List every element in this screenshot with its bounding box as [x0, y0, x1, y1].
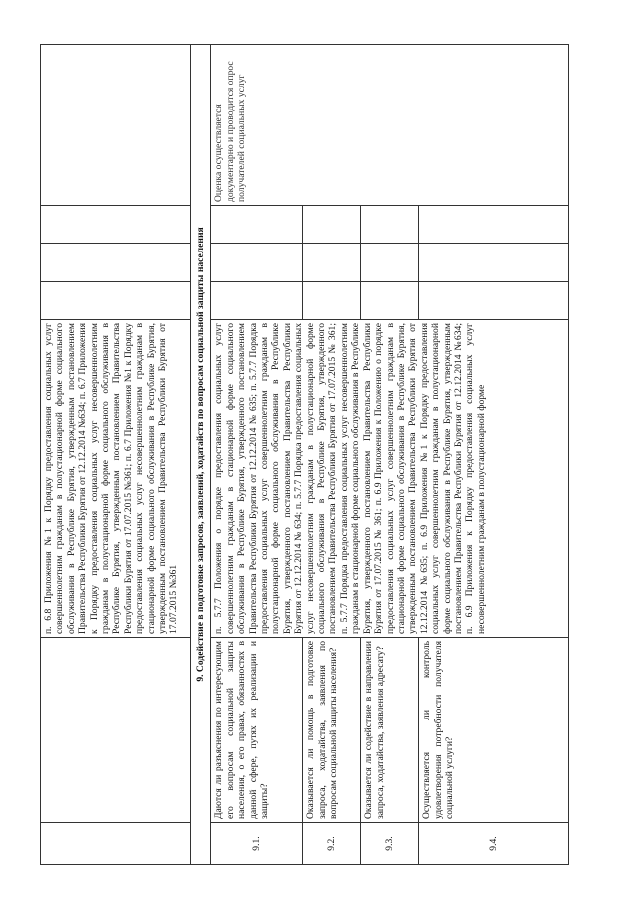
question-text: Даются ли разъяснения по интересующим его вопросам социальной защиты населения, о его правах, обязанностях в данной сфере, путях их реализации и защиты?: [211, 638, 303, 823]
answer-no-cell: [303, 244, 361, 282]
question-text: Оказывается ли содействие в направлении запроса, ходатайства, заявления адресату?: [361, 638, 419, 823]
row-number: 9.1.: [211, 823, 303, 865]
answer-na-cell: [419, 206, 569, 244]
references-text: п. 5.7.7 Положения о порядке предоставления социальных услуг совершеннолетним гражданам в стационарной форме социального обслуживания в Республике Бурятия, утвержденного постановлением Правительства Республики Бурятия от 12.12.2014 № 635; п. 5.7.7 Порядка предоставления социальных услуг совершеннолетним гражданам в полустационарной форме социального обслуживания в Республике Бурятия, утвержденного постановлением Правительства Республики Бурятия от 12.12.2014 № 634; п. 5.7.7 Порядка предоставления социальных услуг несовершеннолетним гражданам в полустационарной форме социального обслуживания в Республике Бурятия, утвержденного постановлением Правительства Республики Бурятия от 17.07.2015 № 361; п. 5.7.7 Порядка предоставления социальных услуг несовершеннолетним гражданам в стационарной форме социального обслуживания в Республике Бурятия, утвержденного постановлением Правительства Республики Бурятия от 17.07.2015 № 361; п. 6.9 Приложения к Положению о порядке предоставления социальных услуг совершеннолетним гражданам в стационарной форме социального обслуживания в Республике Бурятия, утвержденным постановлением Правительства Республики Бурятия от 12.12.2014 №635; п. 6.9 Приложения №1 к Порядку предоставления социальных услуг совершеннолетним гражданам в полустационарной форме социального обслуживания в Республике Бурятия, утвержденным постановлением Правительства Республики Бурятия от 12.12.2014 №634; п. 6.9 Приложения к Порядку предоставления социальных услуг несовершеннолетним гражданам в полустационарной форме: [211, 320, 569, 638]
answer-yes-cell: [41, 282, 191, 320]
answer-yes-cell: [211, 282, 303, 320]
answer-na-cell: [41, 206, 191, 244]
num-cell: [41, 823, 191, 865]
answer-na-cell: [211, 206, 303, 244]
rotated-table-wrapper: [40, 45, 600, 865]
answer-yes-cell: [303, 282, 361, 320]
table-row-continuation: [41, 45, 191, 865]
references-cell: п. 6.8 Приложения №1 к Порядку предоставления социальных услуг совершеннолетним гражданам в полустационарной форме социального обслуживания в Республике Бурятия, утвержденным постановлением Правительства Республики Бурятия от 12.12.2014 №634; п. 6.7 Приложения к Порядку предоставления социальных услуг несовершеннолетним гражданам в полустационарной форме социального обслуживания в Республике Бурятия, утвержденным постановлением Правительства Республики Бурятия от 17.07.2015 №361; п. 6.7 Приложения №1 к Порядку предоставления социальных услуг несовершеннолетним гражданам в стационарной форме социального обслуживания в Республике Бурятия, утвержденным постановлением Правительства Республики Бурятия от 17.07.2015 №361: [41, 320, 191, 638]
answer-yes-cell: [361, 282, 419, 320]
answer-na-cell: [303, 206, 361, 244]
answer-no-cell: [361, 244, 419, 282]
answer-no-cell: [41, 244, 191, 282]
row-number: 9.4.: [419, 823, 569, 865]
answer-yes-cell: [419, 282, 569, 320]
question-text: Оказывается ли помощь в подготовке запроса, ходатайства, заявления по вопросам социальной защиты населения?: [303, 638, 361, 823]
answer-na-cell: [361, 206, 419, 244]
note-cell: [41, 45, 191, 206]
section-header-row: [191, 45, 211, 865]
row-number: 9.2.: [303, 823, 361, 865]
note-text: Оценка осуществляется документарно и проводится опрос получателей социальных услуг: [211, 45, 569, 206]
question-cell: [41, 638, 191, 823]
question-text: Осуществляется ли контроль удовлетворения потребности получателя социальной услуги?: [419, 638, 569, 823]
answer-no-cell: [419, 244, 569, 282]
answer-no-cell: [211, 244, 303, 282]
table-row-9-1: [211, 45, 303, 865]
row-number: 9.3.: [361, 823, 419, 865]
section-title: 9. Содействие в подготовке запросов, заявлений, ходатайств по вопросам социальной защиты населения: [191, 45, 211, 865]
checklist-table: [40, 44, 569, 865]
